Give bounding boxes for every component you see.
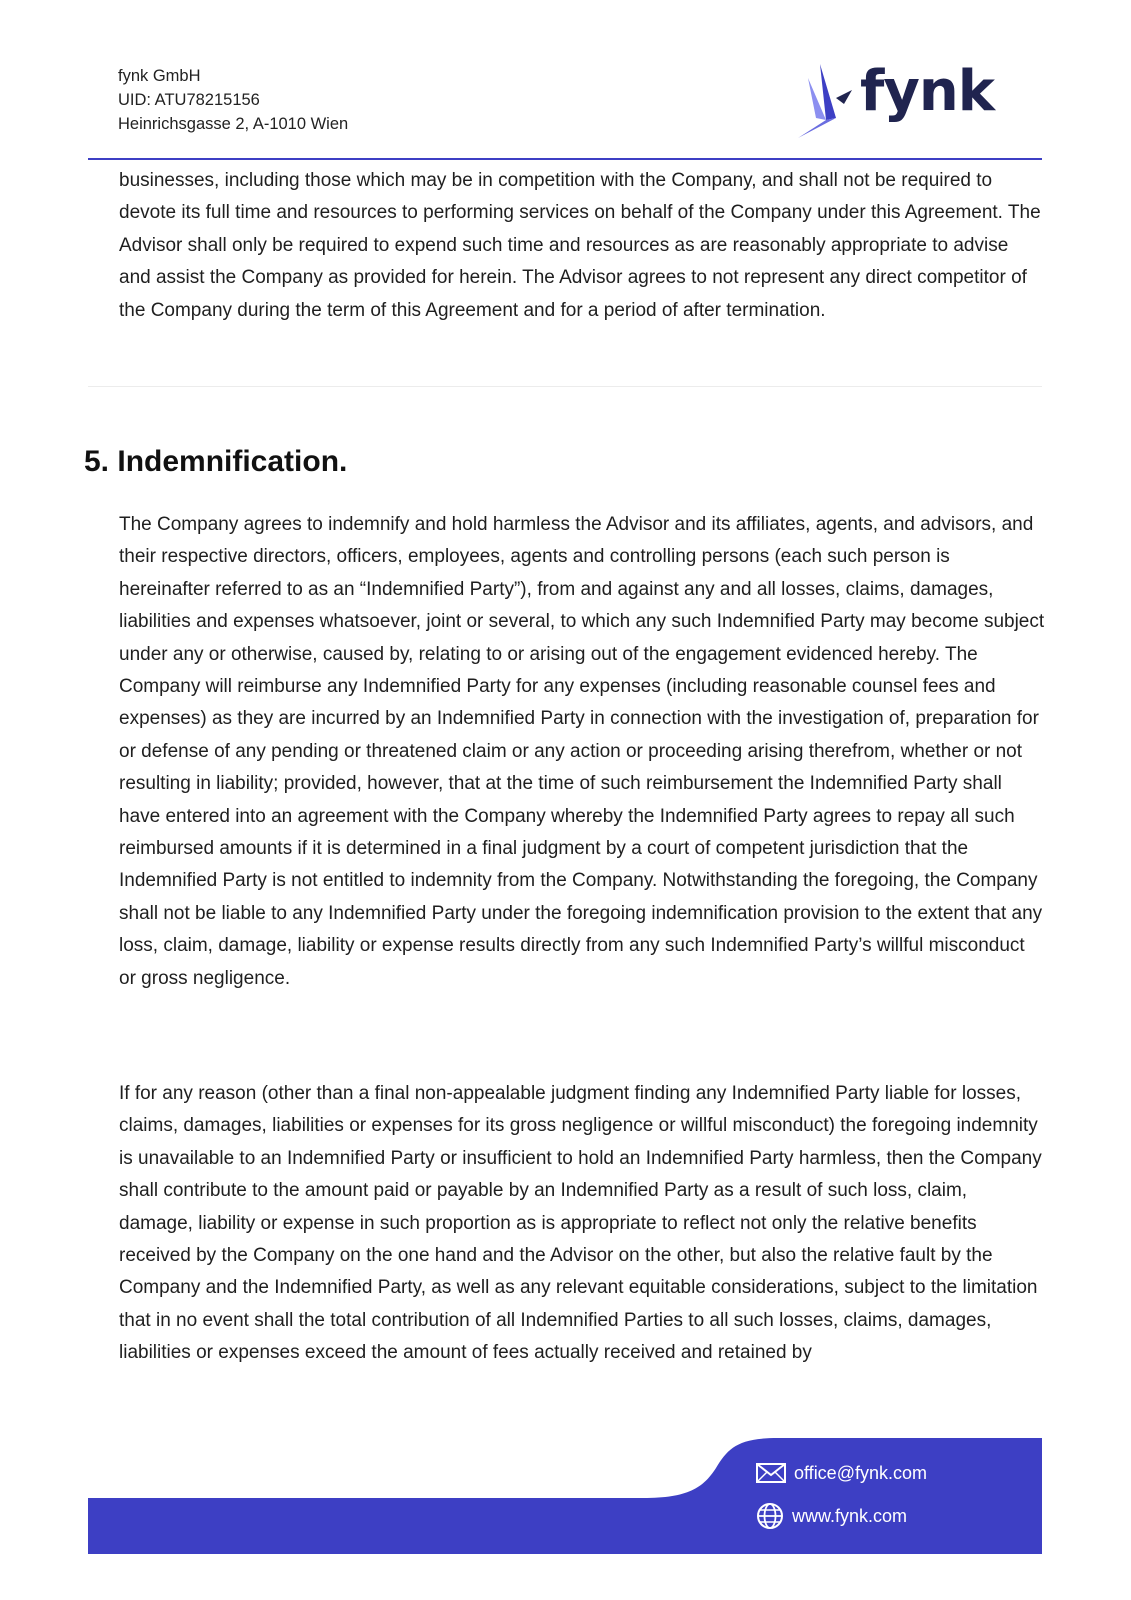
- paragraph-indemnification: The Company agrees to indemnify and hold harmless the Advisor and its affiliates, agents, and advisors, and their respective directors, officers, employees, agents and controlling persons (each such person is hereinafter referred to as an “Indemnified Party”), from and against any and all losses, claims, damages, liabilities and expenses whatsoever, joint or several, to which any such Indemnified Party may become subject under any or otherwise, caused by, relating to or arising out of the engagement evidenced hereby. The Company will reimburse any Indemnified Party for any expenses (including reasonable counsel fees and expenses) as they are incurred by an Indemnified Party in connection with the investigation of, preparation for or defense of any pending or threatened claim or any action or proceeding arising therefrom, whether or not resulting in liability; provided, however, that at the time of such reimbursement the Indemnified Party shall have entered into an agreement with the Company whereby the Indemnified Party agrees to repay all such reimbursed amounts if it is determined in a final judgment by a court of competent jurisdiction that the Indemnified Party is not entitled to indemnity from the Company. Notwithstanding the foregoing, the Company shall not be liable to any Indemnified Party under the foregoing indemnification provision to the extent that any loss, claim, damage, liability or expense results directly from any such Indemnified Party’s willful misconduct or gross negligence.: [119, 514, 1045, 989]
- bird-logo-icon: [796, 60, 856, 140]
- company-uid: UID: ATU78215156: [118, 91, 260, 109]
- paragraph-contribution: If for any reason (other than a final non-appealable judgment finding any Indemnified Party liable for losses, claims, damages, liabilities or expenses for its gross negligence or willful misconduct) the foregoing indemnity is unavailable to an Indemnified Party or insufficient to hold an Indemnified Party harmless, then the Company shall contribute to the amount paid or payable by an Indemnified Party as a result of such loss, claim, damage, liability or expense in such proportion as is appropriate to reflect not only the relative benefits received by the Company on the one hand and the Advisor on the other, but also the relative fault by the Company and the Indemnified Party, as well as any relevant equitable considerations, subject to the limitation that in no event shall the total contribution of all Indemnified Parties to all such losses, claims, damages, liabilities or expenses exceed the amount of fees actually received and retained by: [119, 1083, 1042, 1364]
- envelope-icon: [756, 1463, 786, 1483]
- paragraph-continued: businesses, including those which may be in competition with the Company, and shall not be required to devote its full time and resources to performing services on behalf of the Company under this Agreement. The Advisor shall only be required to expend such time and resources as are reasonably appropriate to advise and assist the Company as provided for herein. The Advisor agrees to not represent any direct competitor of the Company during the term of this Agreement and for a period of after termination.: [119, 170, 1041, 321]
- logo-wordmark: fynk: [860, 59, 994, 124]
- footer-website-text: www.fynk.com: [792, 1505, 908, 1526]
- footer-band: [88, 1438, 1042, 1554]
- company-name: fynk GmbH: [118, 67, 201, 85]
- company-details: [118, 64, 348, 136]
- globe-icon: [756, 1502, 784, 1530]
- footer-email[interactable]: [756, 1460, 927, 1486]
- fynk-logo: [806, 60, 1006, 146]
- footer-email-text: office@fynk.com: [794, 1462, 927, 1483]
- footer: [88, 1438, 1042, 1554]
- section-heading-indemnification: 5. Indemnification.: [84, 445, 348, 478]
- company-address: Heinrichsgasse 2, A-1010 Wien: [118, 115, 349, 133]
- header-divider: [88, 158, 1042, 160]
- section-divider: [88, 386, 1042, 387]
- footer-website[interactable]: [756, 1503, 907, 1529]
